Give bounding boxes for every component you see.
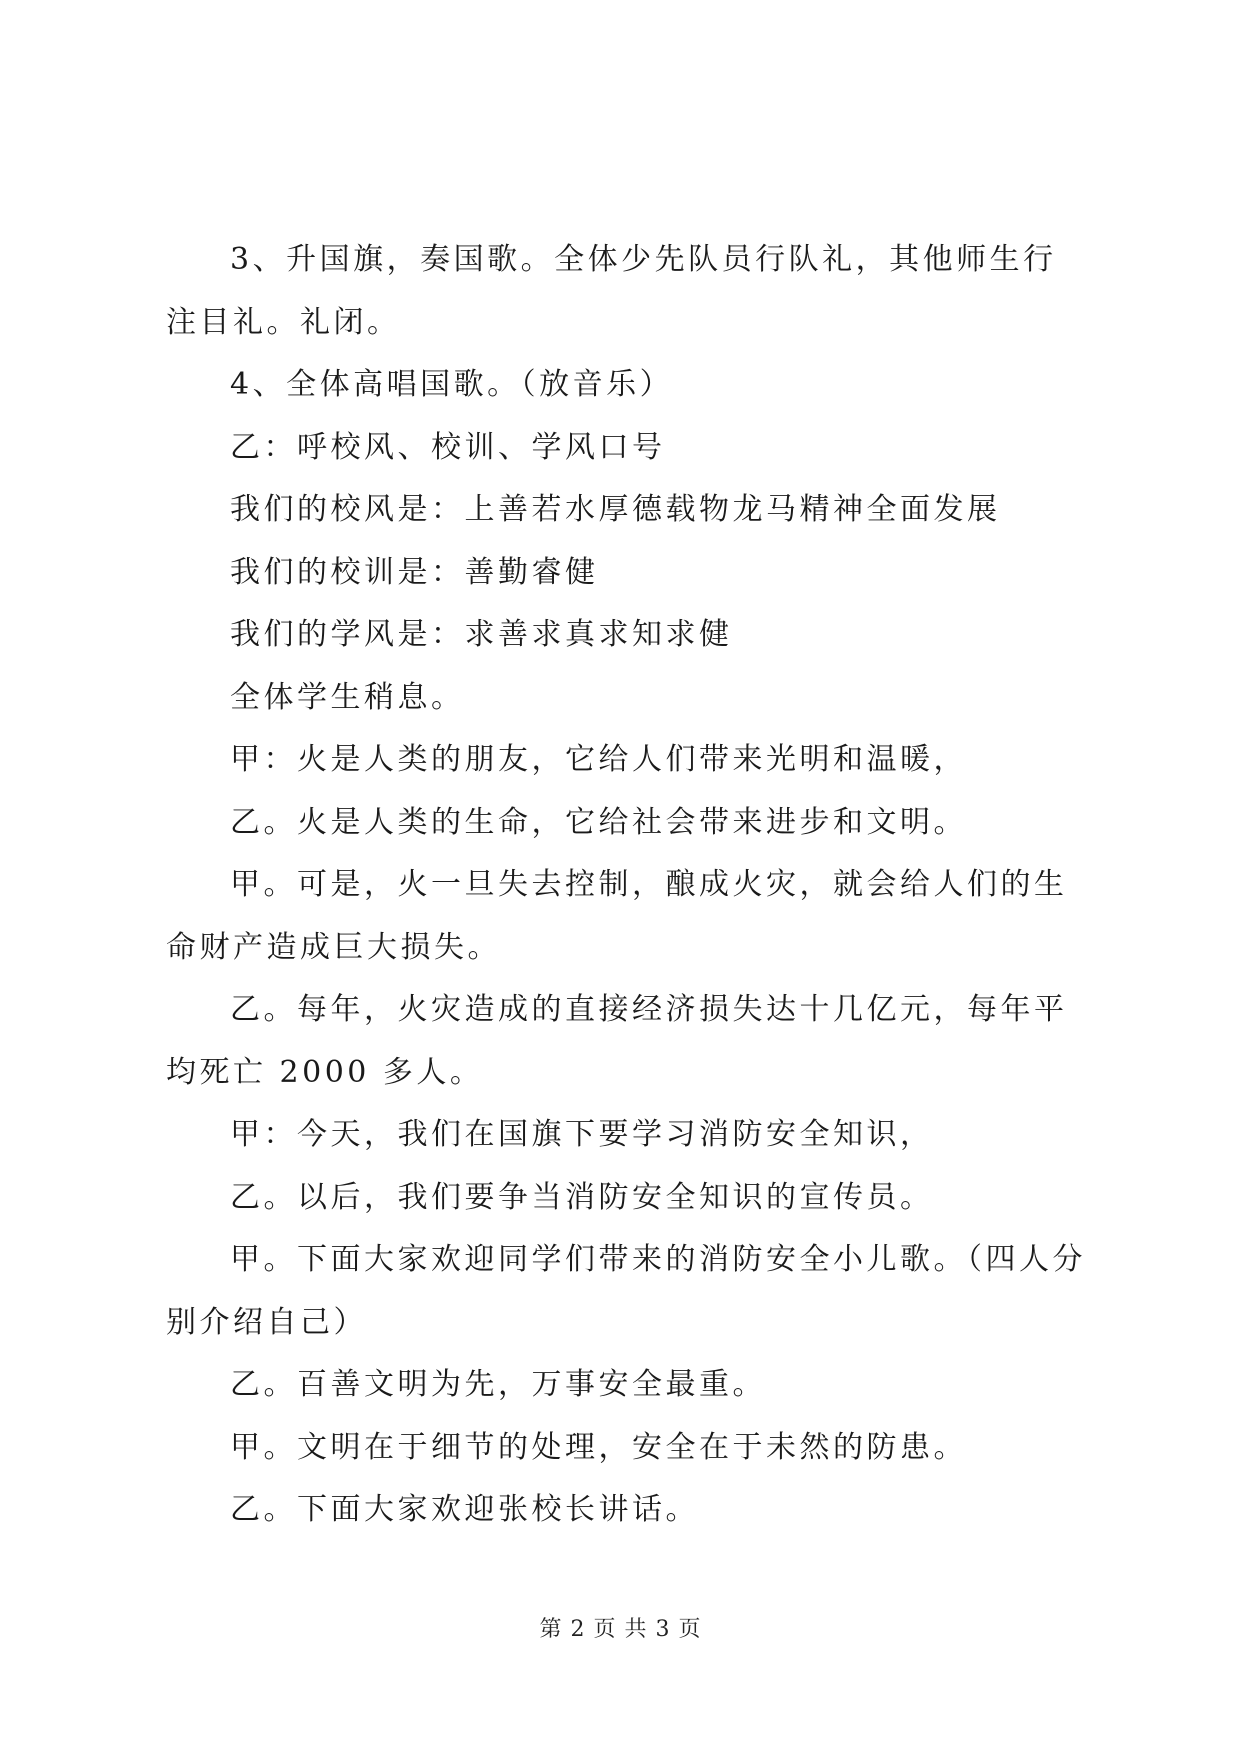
paragraph-school-spirit: 我们的校风是：上善若水厚德载物龙马精神全面发展	[230, 492, 1001, 527]
paragraph-dialogue: 乙。百善文明为先，万事安全最重。	[230, 1367, 766, 1402]
paragraph-at-ease: 全体学生稍息。	[230, 679, 465, 715]
paragraph-dialogue: 乙。火是人类的生命，它给社会带来进步和文明。	[230, 804, 967, 840]
paragraph-dialogue: 甲。下面大家欢迎同学们带来的消防安全小儿歌。（四人分别介绍自己）	[166, 1242, 1086, 1340]
paragraph-dialogue: 甲：今天，我们在国旗下要学习消防安全知识，	[230, 1117, 934, 1152]
paragraph-dialogue: 甲。可是，火一旦失去控制，酿成火灾，就会给人们的生命财产造成巨大损失。	[166, 867, 1068, 965]
page-number-footer: 第 2 页 共 3 页	[539, 1617, 702, 1642]
paragraph-anthem: 4、全体高唱国歌。（放音乐）	[230, 367, 674, 402]
document-body	[166, 229, 1086, 1542]
paragraph-school-motto: 我们的校训是：善勤睿健	[230, 554, 599, 590]
paragraph-dialogue: 乙。下面大家欢迎张校长讲话。	[230, 1492, 699, 1527]
paragraph-flag-raising: 3、升国旗，奏国歌。全体少先队员行队礼，其他师生行注目礼。礼闭。	[166, 242, 1057, 340]
paragraph-dialogue: 甲。文明在于细节的处理，安全在于未然的防患。	[230, 1429, 967, 1465]
paragraph-dialogue: 甲：火是人类的朋友，它给人们带来光明和温暖，	[230, 742, 967, 777]
paragraph-dialogue: 乙。每年，火灾造成的直接经济损失达十几亿元，每年平均死亡 2000 多人。	[166, 992, 1068, 1090]
paragraph-dialogue: 乙。以后，我们要争当消防安全知识的宣传员。	[230, 1179, 934, 1215]
paragraph-slogan-call: 乙：呼校风、校训、学风口号	[230, 429, 666, 465]
paragraph-study-style: 我们的学风是：求善求真求知求健	[230, 617, 733, 652]
